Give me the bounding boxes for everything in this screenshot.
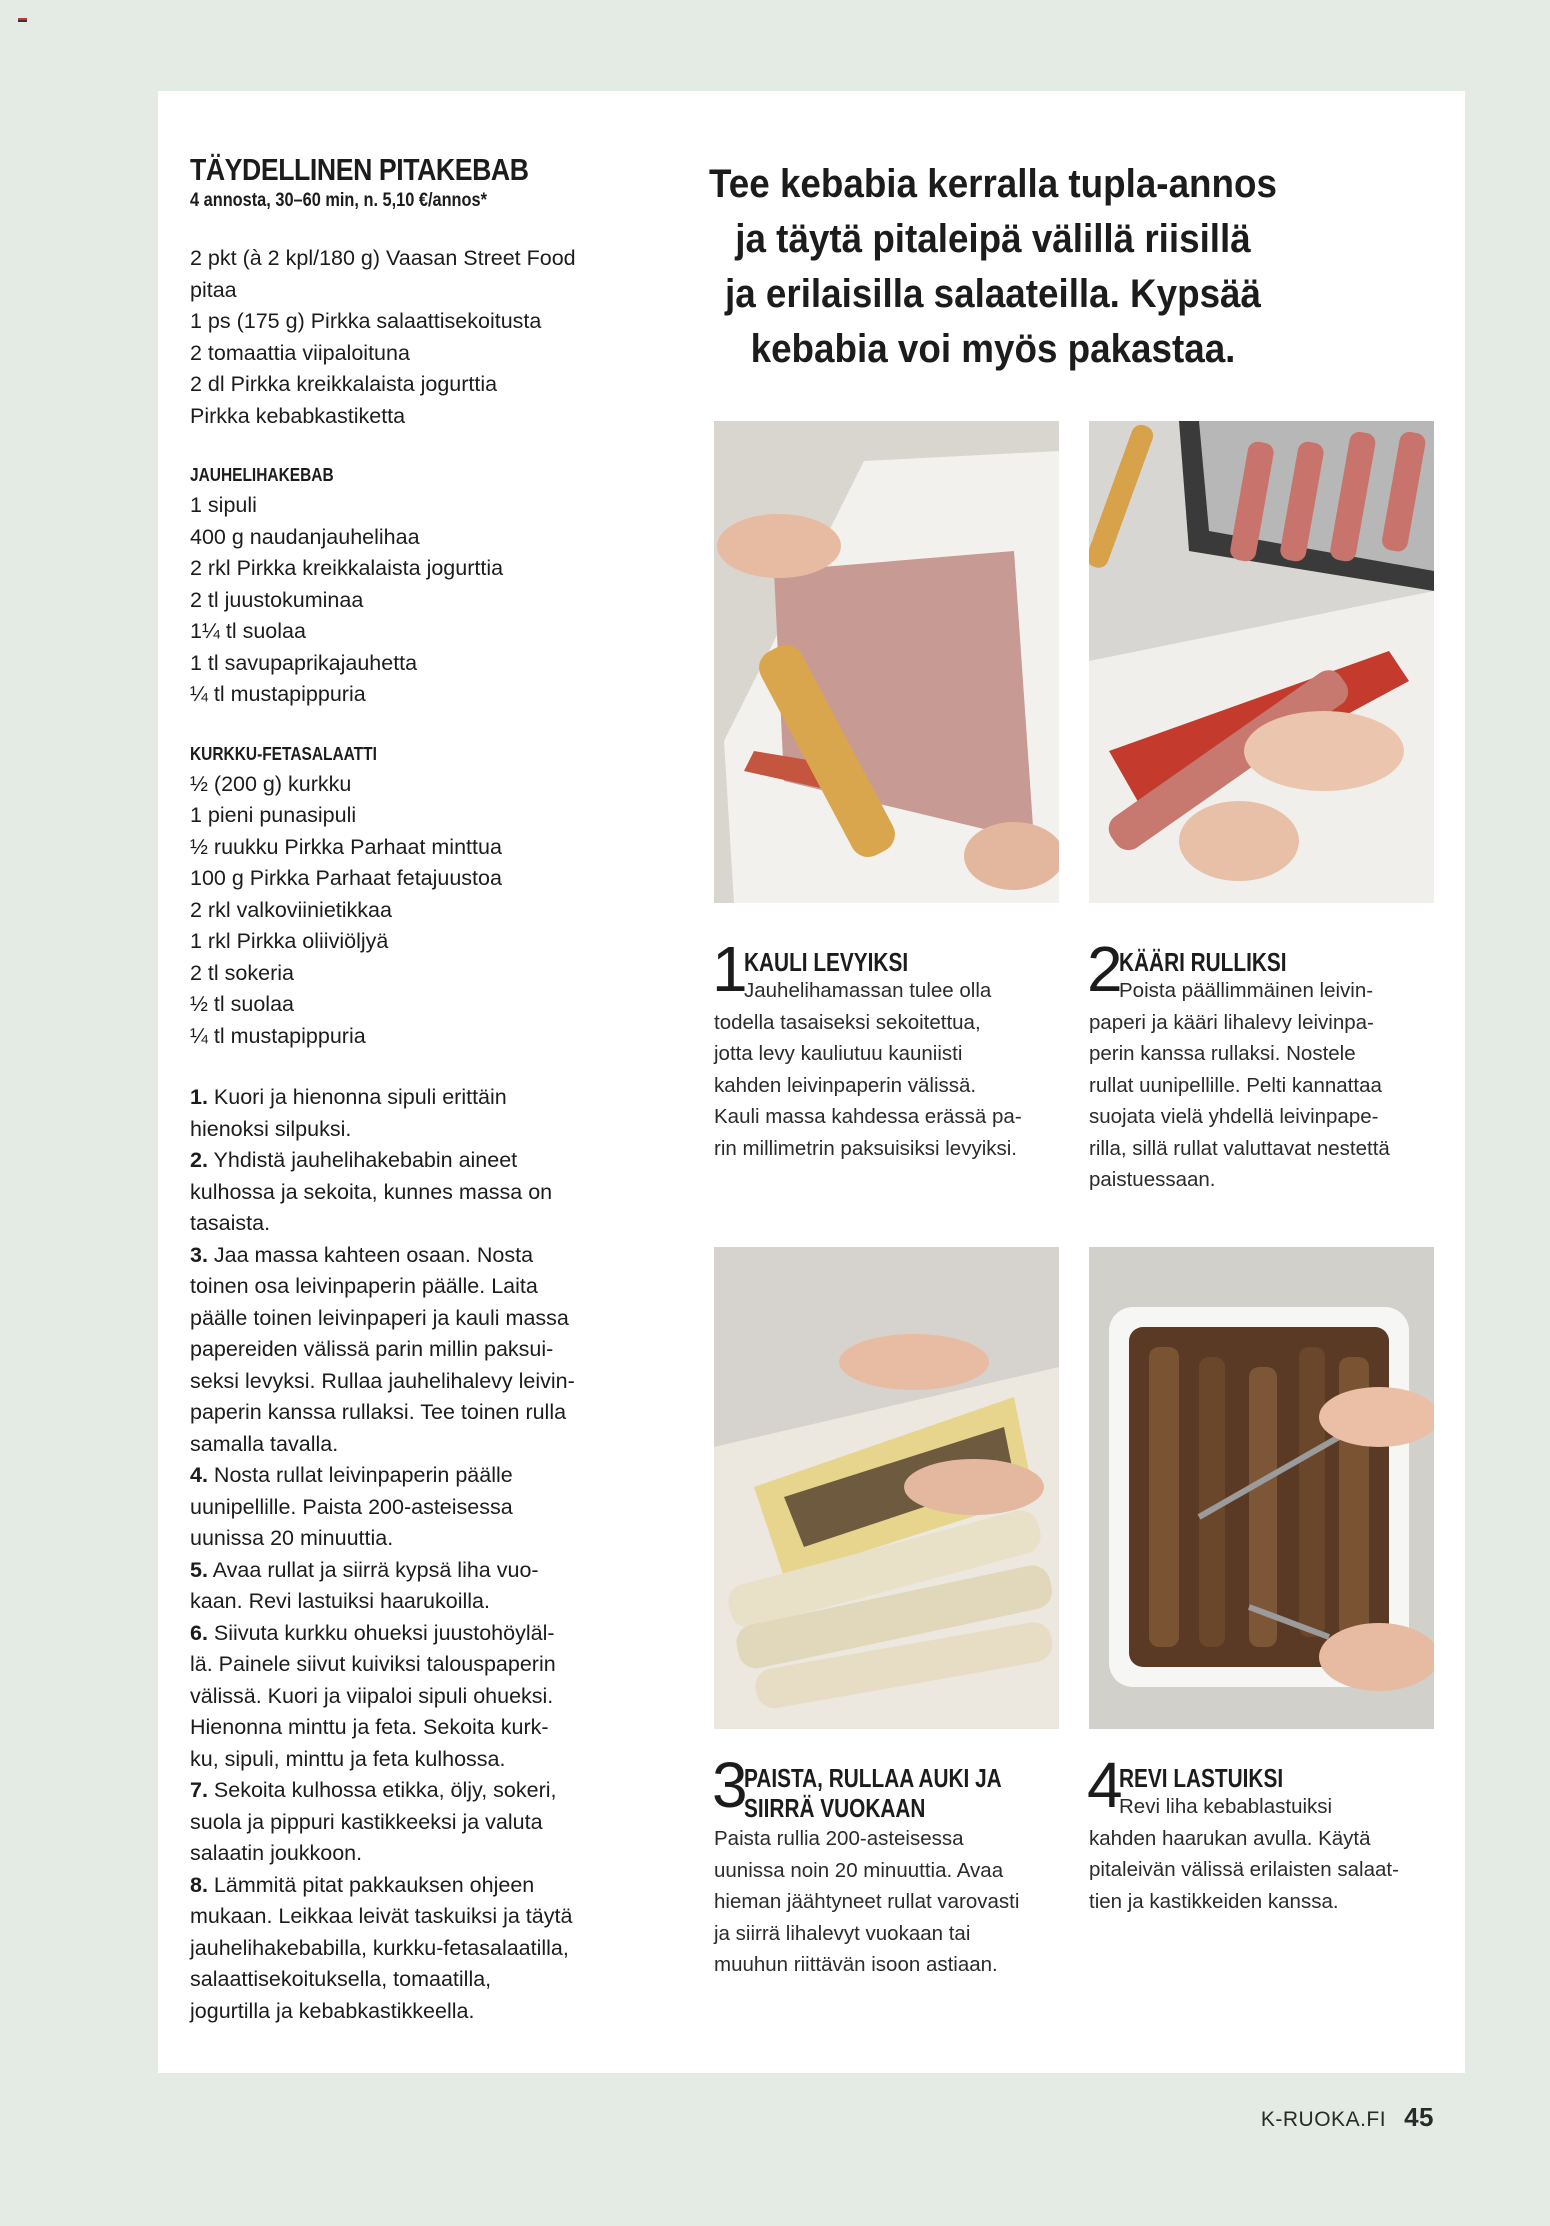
method-step-line — [190, 1807, 630, 1839]
ingredient: 2 rkl Pirkka kreikkalaista jogurttia — [190, 556, 504, 580]
method-step-line — [190, 1177, 630, 1209]
step-text-line: pitaleivän välissä erilaisten salaat- — [1089, 1858, 1399, 1881]
method-step-line — [190, 1145, 630, 1177]
method-step-line — [190, 1240, 630, 1272]
step-text: Kuori ja hienonna sipuli erittäin — [213, 1085, 507, 1109]
step-text: Hienonna minttu ja feta. Sekoita kurk- — [190, 1715, 549, 1739]
step-text: Sekoita kulhossa etikka, öljy, sokeri, — [213, 1778, 557, 1802]
step-text: kaan. Revi lastuiksi haarukoilla. — [190, 1589, 490, 1613]
corner-registration-mark — [18, 18, 27, 24]
step-text-line: uunissa noin 20 minuuttia. Avaa — [714, 1858, 1004, 1882]
step-text-line: hieman jäähtyneet rullat varovasti — [714, 1890, 1020, 1913]
ingredient: Pirkka kebabkastiketta — [190, 403, 406, 428]
method-step-line — [190, 1996, 630, 2028]
step-text-line: Jauhelihamassan tulee olla — [744, 979, 992, 1002]
step-text-line: Revi liha kebablastuiksi — [1119, 1795, 1333, 1818]
method-step-line — [190, 1618, 630, 1650]
ingredient: 2 rkl valkoviinietikkaa — [190, 897, 392, 922]
ingredient: 100 g Pirkka Parhaat fetajuustoa — [190, 866, 502, 890]
step-title: KÄÄRI RULLIKSI — [1119, 947, 1287, 977]
method-step-line — [190, 1271, 630, 1303]
ingredient: 1¼ tl suolaa — [190, 619, 306, 643]
step-text-line: tien ja kastikkeiden kanssa. — [1089, 1889, 1339, 1913]
method-step-line — [190, 1429, 630, 1461]
method-step-line — [190, 1082, 630, 1114]
step-text-line: paperi ja kääri lihalevy leivinpa- — [1089, 1010, 1374, 1034]
ingredient: ¼ tl mustapippuria — [190, 1023, 366, 1048]
step-text: paperin kanssa rullaksi. Tee toinen rulla — [190, 1400, 567, 1424]
main-ingredients — [190, 243, 630, 432]
step-text-line: perin kanssa rullaksi. Nostele — [1089, 1042, 1356, 1065]
step-text: Yhdistä jauhelihakebabin aineet — [213, 1148, 518, 1172]
method-step-line — [190, 1114, 630, 1146]
step-text-line: rin millimetrin paksuisiksi levyiksi. — [714, 1136, 1017, 1160]
step-text-line: jotta levy kauliutuu kauniisti — [714, 1042, 963, 1065]
step-text: lä. Painele siivut kuiviksi talouspaperin — [190, 1652, 556, 1676]
step-text: Avaa rullat ja siirrä kypsä liha vuo- — [212, 1557, 539, 1582]
step-text: mukaan. Leikkaa leivät taskuiksi ja täytä — [190, 1904, 573, 1928]
page-number: 45 — [1404, 2102, 1434, 2132]
method-step-line — [190, 1492, 630, 1524]
step-text-line: todella tasaiseksi sekoitettua, — [714, 1010, 981, 1034]
step-number: 8. — [190, 1872, 208, 1897]
recipe-column — [190, 153, 630, 2027]
intro-line: ja erilaisilla salaateilla. Kypsää — [724, 272, 1261, 316]
salad-heading: KURKKU-FETASALAATTI — [190, 743, 377, 764]
step-number: 5. — [190, 1557, 208, 1582]
ingredient: 2 tl juustokuminaa — [190, 587, 364, 612]
method-step-line — [190, 1208, 630, 1240]
step-text: suola ja pippuri kastikkeeksi ja valuta — [190, 1809, 543, 1834]
step-title: KAULI LEVYIKSI — [744, 947, 909, 977]
photo-rolling-logs — [1089, 421, 1434, 903]
ingredient: ¼ tl mustapippuria — [190, 682, 366, 706]
step-text-line: paistuessaan. — [1089, 1168, 1216, 1191]
step-text: päälle toinen leivinpaperi ja kauli massa — [190, 1305, 569, 1330]
step-number: 4. — [190, 1463, 208, 1487]
how-to-step-1 — [712, 933, 1064, 1164]
intro-text — [678, 157, 1308, 377]
step-text: salaattisekoituksella, tomaatilla, — [190, 1967, 492, 1991]
step-text: Nosta rullat leivinpaperin päälle — [213, 1463, 513, 1487]
step-text-line: rilla, sillä rullat valuttavat nestettä — [1089, 1136, 1390, 1160]
method-step-line — [190, 1586, 630, 1618]
step-text: jogurtilla ja kebabkastikkeella. — [190, 1998, 475, 2023]
ingredient: 2 tl sokeria — [190, 960, 294, 985]
how-to-step-4 — [1087, 1749, 1439, 1917]
step-text: toinen osa leivinpaperin päälle. Laita — [190, 1274, 538, 1298]
ingredient: 2 pkt (à 2 kpl/180 g) Vaasan Street Food — [190, 246, 576, 270]
step-text-line: suojata vielä yhdellä leivinpape- — [1089, 1105, 1379, 1128]
ingredient: pitaa — [190, 277, 237, 302]
method-step-line — [190, 1838, 630, 1870]
kebab-ingredients — [190, 490, 630, 711]
photo-unrolling — [714, 1247, 1059, 1729]
method-step-line — [190, 1523, 630, 1555]
method-step-line — [190, 1712, 630, 1744]
step-number: 3 — [712, 1749, 748, 1821]
method-step-line — [190, 1303, 630, 1335]
ingredient: ½ ruukku Pirkka Parhaat minttua — [190, 834, 502, 859]
recipe-meta: 4 annosta, 30–60 min, n. 5,10 €/annos* — [190, 190, 487, 211]
ingredient: 1 sipuli — [190, 493, 257, 517]
method-step-line — [190, 1397, 630, 1429]
method-step-line — [190, 1870, 630, 1902]
site-name: K-RUOKA.FI — [1260, 2108, 1387, 2131]
salad-ingredients — [190, 769, 630, 1053]
step-text-line: Poista päällimmäinen leivin- — [1119, 979, 1374, 1002]
step-text-line: ja siirrä lihalevyt vuokaan tai — [714, 1921, 971, 1945]
step-text: samalla tavalla. — [190, 1431, 339, 1456]
method-step-line — [190, 1933, 630, 1965]
step-number: 1. — [190, 1085, 208, 1109]
step-number: 6. — [190, 1620, 208, 1645]
intro-line: Tee kebabia kerralla tupla-annos — [709, 162, 1277, 206]
step-number: 2 — [1087, 933, 1123, 1005]
step-text-line: kahden leivinpaperin välissä. — [714, 1073, 977, 1097]
step-title: REVI LASTUIKSI — [1119, 1763, 1284, 1793]
step-text: seksi levyksi. Rullaa jauhelihalevy leivin- — [190, 1368, 575, 1393]
step-text: Jaa massa kahteen osaan. Nosta — [213, 1242, 534, 1267]
ingredient: ½ tl suolaa — [190, 992, 294, 1016]
step-text: Siivuta kurkku ohueksi juustohöyläl- — [213, 1620, 555, 1645]
ingredient: ½ (200 g) kurkku — [190, 771, 352, 796]
ingredient: 2 tomaattia viipaloituna — [190, 340, 410, 365]
step-text: uunipellille. Paista 200-asteisessa — [190, 1494, 513, 1519]
method-step-line — [190, 1649, 630, 1681]
ingredient: 400 g naudanjauhelihaa — [190, 524, 420, 549]
ingredient: 1 ps (175 g) Pirkka salaattisekoitusta — [190, 309, 542, 333]
method-steps — [190, 1082, 630, 2027]
method-step-line — [190, 1964, 630, 1996]
photo-rolling-meat — [714, 421, 1059, 903]
step-text-line: Paista rullia 200-asteisessa — [714, 1827, 964, 1850]
step-text: jauhelihakebabilla, kurkku-fetasalaatilla, — [190, 1935, 569, 1960]
step-title: PAISTA, RULLAA AUKI JA — [744, 1763, 1002, 1793]
recipe-title: TÄYDELLINEN PITAKEBAB — [190, 152, 529, 187]
ingredient: 2 dl Pirkka kreikkalaista jogurttia — [190, 372, 498, 396]
step-text-line: Kauli massa kahdessa erässä pa- — [714, 1105, 1022, 1128]
step-text: uunissa 20 minuuttia. — [190, 1526, 394, 1550]
recipe-card — [158, 91, 1465, 2073]
step-text: välissä. Kuori ja viipaloi sipuli ohueksi. — [190, 1683, 554, 1708]
how-to-step-2 — [1087, 933, 1439, 1196]
method-step-line — [190, 1334, 630, 1366]
step-text: ku, sipuli, minttu ja feta kulhossa. — [190, 1746, 506, 1771]
step-number: 4 — [1087, 1749, 1123, 1821]
ingredient: 1 rkl Pirkka oliiviöljyä — [190, 929, 389, 953]
ingredient: 1 pieni punasipuli — [190, 803, 357, 827]
method-step-line — [190, 1775, 630, 1807]
ingredient: 1 tl savupaprikajauhetta — [190, 650, 418, 675]
step-text: papereiden välissä parin millin paksui- — [190, 1337, 554, 1361]
method-step-line — [190, 1555, 630, 1587]
method-step-line — [190, 1681, 630, 1713]
method-step-line — [190, 1744, 630, 1776]
how-to-step-3 — [712, 1749, 1064, 1981]
method-step-line — [190, 1460, 630, 1492]
step-text: kulhossa ja sekoita, kunnes massa on — [190, 1179, 553, 1204]
photo-shredding — [1089, 1247, 1434, 1729]
step-number: 2. — [190, 1148, 208, 1172]
step-text: tasaista. — [190, 1211, 271, 1235]
page-footer — [1261, 2102, 1434, 2133]
step-text-line: kahden haarukan avulla. Käytä — [1089, 1826, 1371, 1850]
method-step-line — [190, 1366, 630, 1398]
step-number: 1 — [712, 933, 748, 1005]
step-text: salaatin joukkoon. — [190, 1841, 363, 1865]
kebab-heading: JAUHELIHAKEBAB — [190, 465, 334, 485]
method-step-line — [190, 1901, 630, 1933]
intro-line: kebabia voi myös pakastaa. — [750, 327, 1236, 371]
step-text: hienoksi silpuksi. — [190, 1116, 352, 1141]
step-text-line: muuhun riittävän isoon astiaan. — [714, 1953, 998, 1976]
step-text: Lämmitä pitat pakkauksen ohjeen — [213, 1872, 535, 1897]
step-title-line-2: SIIRRÄ VUOKAAN — [744, 1793, 926, 1823]
intro-line: ja täytä pitaleipä välillä riisillä — [735, 217, 1251, 261]
step-text-line: rullat uunipellille. Pelti kannattaa — [1089, 1073, 1382, 1097]
step-number: 3. — [190, 1242, 208, 1267]
step-number: 7. — [190, 1778, 208, 1802]
